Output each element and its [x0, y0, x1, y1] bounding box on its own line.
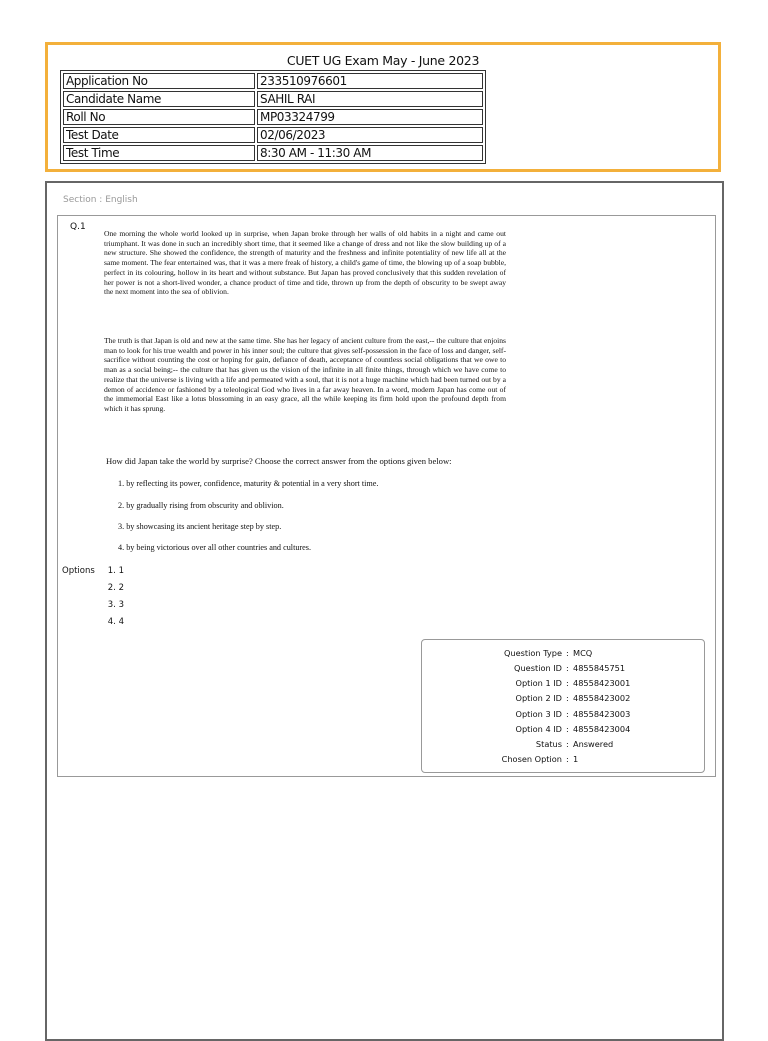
meta-value: Answered [573, 739, 614, 749]
meta-key: Status [535, 739, 562, 749]
meta-row: Option 3 ID : 48558423003 [515, 709, 631, 719]
question-meta-panel [421, 639, 705, 773]
meta-row: Question Type : MCQ [503, 648, 593, 658]
meta-key: Option 1 ID [515, 678, 562, 688]
info-value: 02/06/2023 [257, 127, 483, 143]
meta-value: 48558423002 [573, 693, 631, 703]
option-item: 2. 2 [107, 583, 124, 593]
meta-value: 1 [573, 754, 579, 764]
meta-value: MCQ [573, 648, 593, 658]
info-row [63, 145, 483, 161]
candidate-info-table [60, 70, 486, 164]
meta-key: Option 2 ID [515, 693, 562, 703]
meta-value: 48558423001 [573, 678, 631, 688]
answer-choice: 1. by reflecting its power, confidence, maturity & potential in a very short time. [118, 479, 379, 488]
info-value: 233510976601 [257, 73, 483, 89]
answer-choice: 3. by showcasing its ancient heritage step by step. [118, 522, 282, 531]
info-value: SAHIL RAI [257, 91, 483, 107]
info-row [63, 91, 483, 107]
meta-row: Question ID : 4855845751 [514, 663, 626, 673]
passage-paragraph-1: One morning the whole world looked up in surprise, when Japan broke through her walls of old habits in a night and came out triumphant. It was done in such an incredibly short time, that it seemed like a change of dress and not like the slow building up of a new structure. She showed the confidence, the strength of maturity and the freshness and infinite potentiality of new life all at the same moment. The fear entertained was, that it was a mere freak of history, a child's game of time, the blowing up of a soap bubble, perfect in its colouring, hollow in its heart and without substance. But Japan has proved conclusively that this sudden revelation of her power is not a short-lived wonder, a chance product of time and tide, thrown up from the depth of obscurity to be swept away the next moment into the sea of oblivion. [104, 229, 506, 297]
candidate-header [45, 42, 721, 172]
meta-key: Question ID [514, 663, 562, 673]
meta-row: Option 4 ID : 48558423004 [515, 724, 631, 734]
options-label: Options [62, 566, 95, 576]
meta-key: Option 3 ID [515, 709, 562, 719]
answer-choice: 4. by being victorious over all other countries and cultures. [118, 543, 312, 552]
info-label: Test Time [63, 145, 255, 161]
info-value: 8:30 AM - 11:30 AM [257, 145, 483, 161]
passage-paragraph-2: The truth is that Japan is old and new at the same time. She has her legacy of ancient culture from the east,-- the culture that enjoins man to look for his true wealth and power in his inner soul; the culture that gives self-possession in the face of loss and danger, self-sacrifice without counting the cost or hoping for gain, defiance of death, acceptance of countless social obligations that we owe to man as a social being;-- the culture that has given us the vision of the infinite in all finite things, through which we have come to realize that the universe is living with a life and permeated with a soul, that it is not a huge machine which had been turned out by a demon of accidence or fashioned by a teleological God who lives in a far away heaven. In a word, modern Japan has come out of the immemorial East like a lotus blossoming in an easy grace, all the while keeping its firm hold upon the profound depth from which it has sprung. [104, 336, 506, 413]
meta-row: Option 1 ID : 48558423001 [515, 678, 631, 688]
option-item: 4. 4 [107, 617, 124, 627]
meta-value: 4855845751 [573, 663, 626, 673]
info-row [63, 127, 483, 143]
question-number: Q.1 [70, 222, 86, 232]
meta-row: Chosen Option : 1 [501, 754, 579, 764]
option-item: 3. 3 [107, 600, 124, 610]
question-panel [57, 215, 716, 777]
meta-row: Option 2 ID : 48558423002 [515, 693, 631, 703]
question-stem: How did Japan take the world by surprise? Choose the correct answer from the options given below: [106, 456, 452, 466]
exam-title: CUET UG Exam May - June 2023 [286, 53, 480, 68]
meta-key: Chosen Option [501, 754, 562, 764]
info-value: MP03324799 [257, 109, 483, 125]
option-item: 1. 1 [107, 566, 124, 576]
response-sheet-frame [45, 181, 724, 1041]
info-label: Candidate Name [63, 91, 255, 107]
info-label: Roll No [63, 109, 255, 125]
meta-value: 48558423003 [573, 709, 631, 719]
meta-value: 48558423004 [573, 724, 631, 734]
section-label: Section : English [63, 195, 138, 205]
meta-key: Option 4 ID [515, 724, 562, 734]
info-label: Test Date [63, 127, 255, 143]
meta-row: Status : Answered [535, 739, 614, 749]
info-label: Application No [63, 73, 255, 89]
info-row [63, 109, 483, 125]
info-row [63, 73, 483, 89]
answer-choice: 2. by gradually rising from obscurity and oblivion. [118, 501, 284, 510]
meta-key: Question Type [503, 648, 562, 658]
